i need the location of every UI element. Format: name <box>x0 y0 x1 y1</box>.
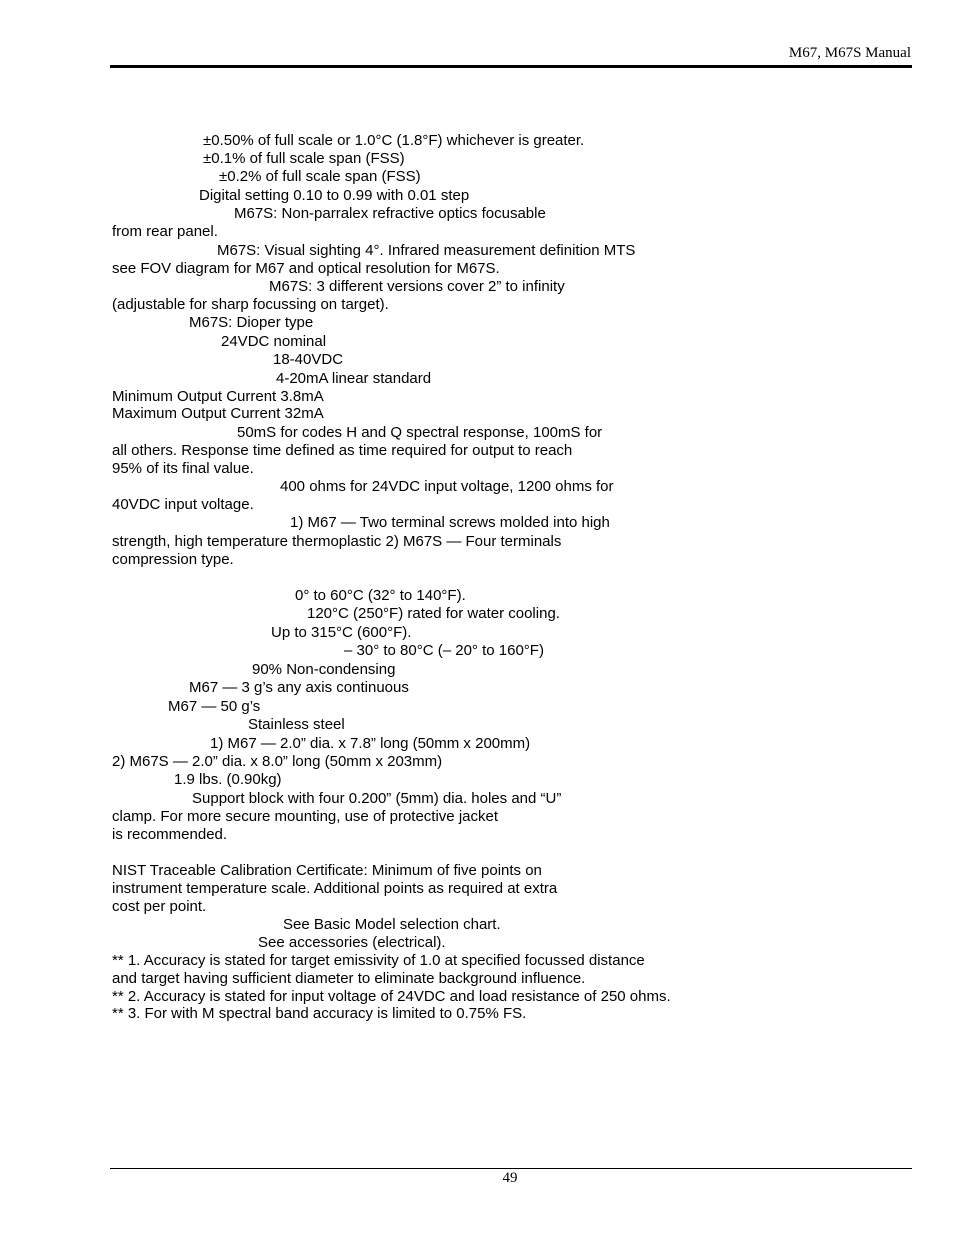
spec-line: strength, high temperature thermoplastic 2) M67S — Four terminals <box>112 533 562 550</box>
spec-line: Support block with four 0.200” (5mm) dia. holes and “U” <box>192 790 562 807</box>
spec-line: is recommended. <box>112 826 228 843</box>
spec-line: ±0.50% of full scale or 1.0°C (1.8°F) whichever is greater. <box>203 132 585 149</box>
spec-line: M67S: 3 different versions cover 2” to infinity <box>269 278 565 295</box>
spec-line: 1) M67 — Two terminal screws molded into high <box>290 514 610 531</box>
spec-line: 0° to 60°C (32° to 140°F). <box>295 587 466 604</box>
spec-line: 2) M67S — 2.0” dia. x 8.0” long (50mm x 203mm) <box>112 753 443 770</box>
spec-line: 120°C (250°F) rated for water cooling. <box>307 605 560 622</box>
spec-line: 50mS for codes H and Q spectral response, 100mS for <box>237 424 603 441</box>
spec-line: compression type. <box>112 551 234 568</box>
spec-line: Digital setting 0.10 to 0.99 with 0.01 step <box>199 187 470 204</box>
spec-line: – 30° to 80°C (– 20° to 160°F) <box>344 642 544 659</box>
header-rule <box>110 65 912 68</box>
spec-line: Stainless steel <box>248 716 345 733</box>
spec-line: clamp. For more secure mounting, use of protective jacket <box>112 808 499 825</box>
footnote-line: ** 3. For with M spectral band accuracy is limited to 0.75% FS. <box>112 1005 527 1022</box>
spec-line: See accessories (electrical). <box>258 934 446 951</box>
spec-line: 40VDC input voltage. <box>112 496 254 513</box>
spec-line: cost per point. <box>112 898 207 915</box>
spec-line: 400 ohms for 24VDC input voltage, 1200 ohms for <box>280 478 614 495</box>
spec-line: M67S: Non-parralex refractive optics focusable <box>234 205 546 222</box>
spec-line: ±0.2% of full scale span (FSS) <box>219 168 421 185</box>
spec-line: see FOV diagram for M67 and optical resolution for M67S. <box>112 260 500 277</box>
spec-line: M67S: Visual sighting 4°. Infrared measurement definition MTS <box>217 242 636 259</box>
header-title: M67, M67S Manual <box>788 45 911 61</box>
spec-line: See Basic Model selection chart. <box>283 916 501 933</box>
spec-line: Up to 315°C (600°F). <box>271 624 412 641</box>
spec-line: NIST Traceable Calibration Certificate: Minimum of five points on <box>112 862 542 879</box>
spec-line: from rear panel. <box>112 223 218 240</box>
spec-line: 4-20mA linear standard <box>276 370 432 387</box>
spec-line: all others. Response time defined as time required for output to reach <box>112 442 573 459</box>
footnote-line: ** 1. Accuracy is stated for target emissivity of 1.0 at specified focussed distance <box>112 952 645 969</box>
spec-line: Minimum Output Current 3.8mA <box>112 388 324 405</box>
spec-line: 1) M67 — 2.0” dia. x 7.8” long (50mm x 200mm) <box>210 735 531 752</box>
spec-line: (adjustable for sharp focussing on target). <box>112 296 389 313</box>
spec-line: M67S: Dioper type <box>189 314 314 331</box>
spec-line: 18-40VDC <box>273 351 344 368</box>
spec-line: 24VDC nominal <box>221 333 327 350</box>
spec-line: M67 — 3 g’s any axis continuous <box>189 679 409 696</box>
spec-line: Maximum Output Current 32mA <box>112 405 324 422</box>
spec-line: ±0.1% of full scale span (FSS) <box>203 150 405 167</box>
spec-line: 95% of its final value. <box>112 460 254 477</box>
spec-line: 90% Non-condensing <box>252 661 396 678</box>
footer-rule <box>110 1168 912 1169</box>
page-number: 49 <box>502 1170 518 1186</box>
footnote-line: ** 2. Accuracy is stated for input voltage of 24VDC and load resistance of 250 ohms. <box>112 988 671 1005</box>
spec-line: M67 — 50 g’s <box>168 698 261 715</box>
footnote-line: and target having sufficient diameter to eliminate background influence. <box>112 970 586 987</box>
spec-line: 1.9 lbs. (0.90kg) <box>174 771 282 788</box>
spec-line: instrument temperature scale. Additional points as required at extra <box>112 880 558 897</box>
